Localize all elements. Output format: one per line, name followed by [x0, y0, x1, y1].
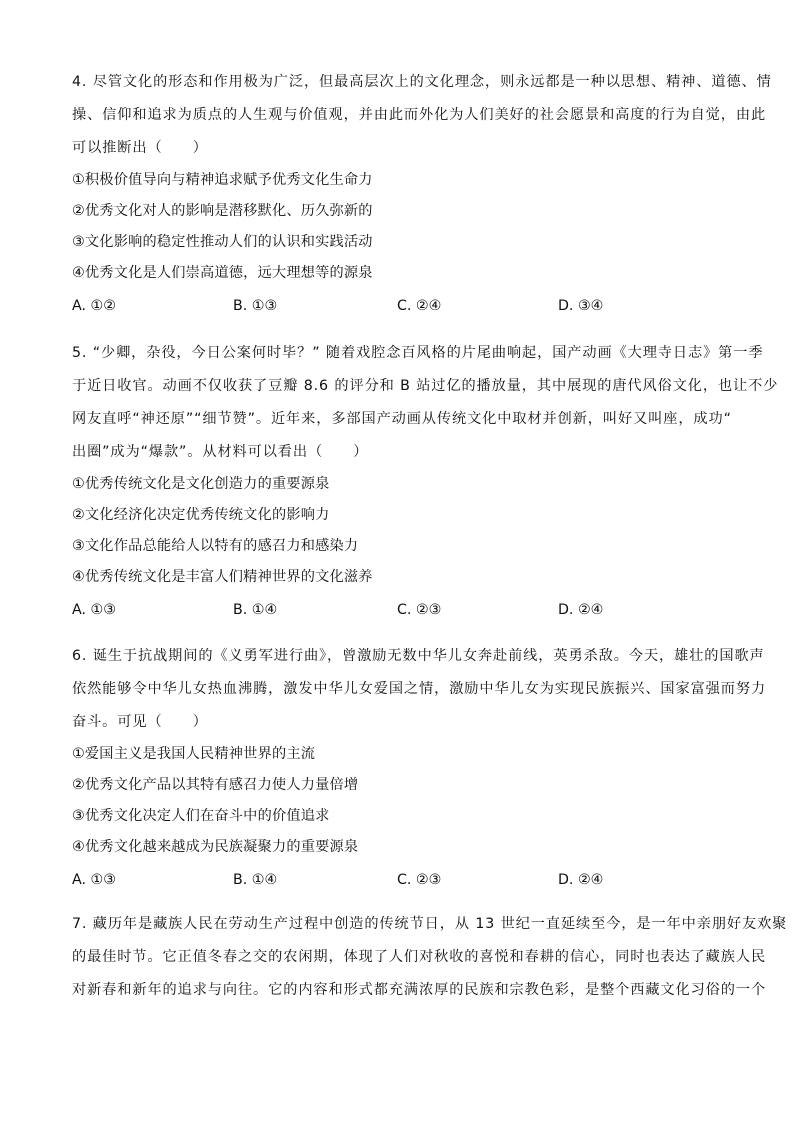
- question-5: [72, 337, 779, 626]
- question-4: [72, 66, 772, 322]
- statement-item: ①优秀传统文化是文化创造力的重要源泉: [72, 476, 330, 492]
- option-a[interactable]: A. ①②: [72, 298, 116, 314]
- stem-line: 出圈”成为“爆款”。从材料可以看出（ ）: [72, 444, 369, 460]
- statement-item: ③优秀文化决定人们在奋斗中的价值追求: [72, 808, 330, 824]
- stem-line: 于近日收官。动画不仅收获了豆瓣 8.6 的评分和 B 站过亿的播放量，其中展现的唐代风俗文化，也让不少: [72, 378, 779, 394]
- question-stem: [72, 337, 779, 469]
- statement-item: ④优秀传统文化是丰富人们精神世界的文化滋养: [72, 569, 373, 585]
- question-stem: [72, 640, 767, 739]
- option-b[interactable]: B. ①③: [233, 298, 278, 314]
- stem-line: 7. 藏历年是藏族人民在劳动生产过程中创造的传统节日，从 13 世纪一直延续至今，是一年中亲朋好友欢聚: [72, 916, 788, 932]
- stem-line: 5. “少卿，杂役，今日公案何时毕？” 随着戏腔念百风格的片尾曲响起，国产动画《大理寺日志》第一季: [72, 345, 764, 361]
- stem-line: 依然能够令中华儿女热血沸腾，激发中华儿女爱国之情，激励中华儿女为实现民族振兴、国家富强而努力: [72, 681, 767, 697]
- answer-options: [72, 291, 722, 322]
- option-c[interactable]: C. ②③: [397, 602, 442, 618]
- answer-options: [72, 595, 722, 626]
- option-d[interactable]: D. ②④: [558, 872, 604, 888]
- question-stem: [72, 66, 772, 165]
- stem-line: 对新春和新年的追求与向往。它的内容和形式都充满浓厚的民族和宗教色彩，是整个西藏文化习俗的一个: [72, 982, 767, 998]
- stem-line: 6. 诞生于抗战期间的《义勇军进行曲》，曾激励无数中华儿女奔赴前线，英勇杀敌。今天，雄壮的国歌声: [72, 648, 765, 664]
- statement-list: [72, 165, 722, 289]
- question-6: [72, 640, 767, 896]
- statement-item: ②优秀文化产品以其特有感召力使人力量倍增: [72, 777, 359, 793]
- statement-item: ②文化经济化决定优秀传统文化的影响力: [72, 507, 330, 523]
- statement-list: [72, 469, 722, 593]
- option-d[interactable]: D. ③④: [558, 298, 604, 314]
- statement-item: ③文化影响的稳定性推动人们的认识和实践活动: [72, 234, 373, 250]
- option-b[interactable]: B. ①④: [233, 872, 278, 888]
- stem-line: 操、信仰和追求为质点的人生观与价值观，并由此而外化为人们美好的社会愿景和高度的行为自觉，由此: [72, 107, 767, 123]
- answer-options: [72, 865, 722, 896]
- statement-item: ①积极价值导向与精神追求赋予优秀文化生命力: [72, 172, 373, 188]
- statement-item: ②优秀文化对人的影响是潜移默化、历久弥新的: [72, 203, 373, 219]
- option-d[interactable]: D. ②④: [558, 602, 604, 618]
- statement-item: ①爱国主义是我国人民精神世界的主流: [72, 746, 316, 762]
- stem-line: 可以推断出（ ）: [72, 140, 208, 156]
- stem-line: 4. 尽管文化的形态和作用极为广泛，但最高层次上的文化理念，则永远都是一种以思想、精神、道德、情: [72, 74, 772, 90]
- option-c[interactable]: C. ②④: [397, 298, 442, 314]
- option-a[interactable]: A. ①③: [72, 872, 116, 888]
- statement-list: [72, 739, 722, 863]
- statement-item: ④优秀文化越来越成为民族凝聚力的重要源泉: [72, 839, 359, 855]
- stem-line: 的最佳时节。它正值冬春之交的农闲期，体现了人们对秋收的喜悦和春耕的信心，同时也表达了藏族人民: [72, 949, 767, 965]
- option-b[interactable]: B. ①④: [233, 602, 278, 618]
- statement-item: ③文化作品总能给人以特有的感召力和感染力: [72, 538, 359, 554]
- stem-line: 网友直呼“神还原”“细节赞”。近年来，多部国产动画从传统文化中取材并创新，叫好又叫座，成功“: [72, 411, 732, 427]
- option-c[interactable]: C. ②③: [397, 872, 442, 888]
- option-a[interactable]: A. ①③: [72, 602, 116, 618]
- question-7: [72, 908, 788, 1007]
- stem-line: 奋斗。可见（ ）: [72, 714, 208, 730]
- question-stem: [72, 908, 788, 1007]
- statement-item: ④优秀文化是人们崇高道德，远大理想等的源泉: [72, 265, 373, 281]
